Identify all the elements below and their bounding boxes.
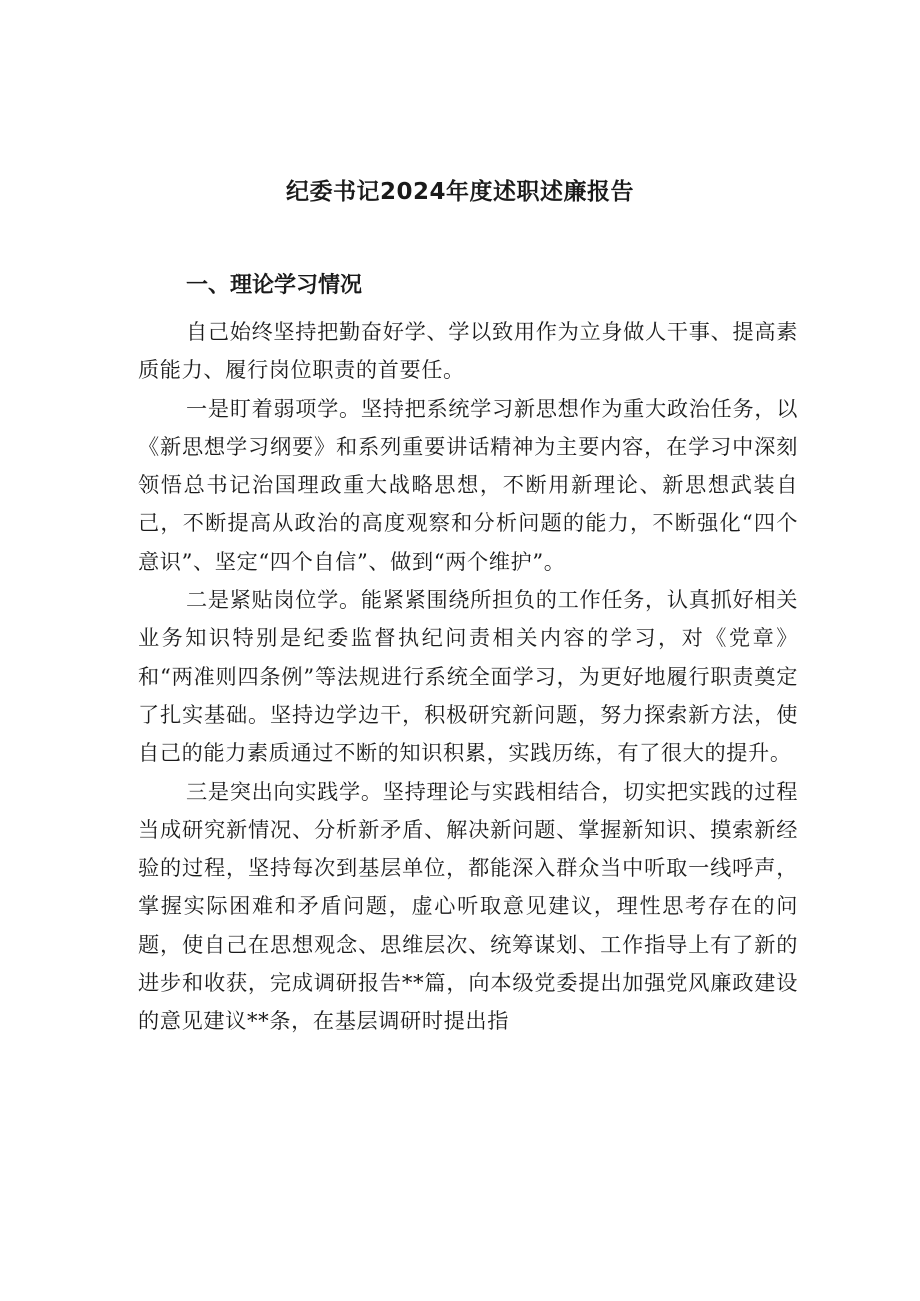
body-paragraph: 自己始终坚持把勤奋好学、学以致用作为立身做人干事、提高素质能力、履行岗位职责的首要任。 [138, 319, 798, 383]
body-paragraph: 三是突出向实践学。坚持理论与实践相结合，切实把实践的过程当成研究新情况、分析新矛盾、解决新问题、掌握新知识、摸索新经验的过程，坚持每次到基层单位，都能深入群众当中听取一线呼声，掌握实际困难和矛盾问题，虚心听取意见建议，理性思考存在的问题，使自己在思想观念、思维层次、统筹谋划、工作指导上有了新的进步和收获，完成调研报告**篇，向本级党委提出加强党风廉政建设的意见建议**条，在基层调研时提出指 [138, 778, 798, 1034]
body-paragraph: 一是盯着弱项学。坚持把系统学习新思想作为重大政治任务，以《新思想学习纲要》和系列重要讲话精神为主要内容，在学习中深刻领悟总书记治国理政重大战略思想，不断用新理论、新思想武装自己，不断提高从政治的高度观察和分析问题的能力，不断强化“四个意识”、坚定“四个自信”、做到“两个维护”。 [138, 395, 798, 574]
section-heading: 一、理论学习情况 [186, 273, 363, 298]
document-title: 纪委书记2024年度述职述廉报告 [285, 179, 634, 205]
document-body [138, 313, 798, 1041]
body-paragraph: 二是紧贴岗位学。能紧紧围绕所担负的工作任务，认真抓好相关业务知识特别是纪委监督执纪问责相关内容的学习，对《党章》和“两准则四条例”等法规进行系统全面学习，为更好地履行职责奠定了扎实基础。坚持边学边干，积极研究新问题，努力探索新方法，使自己的能力素质通过不断的知识积累，实践历练，有了很大的提升。 [138, 587, 798, 766]
